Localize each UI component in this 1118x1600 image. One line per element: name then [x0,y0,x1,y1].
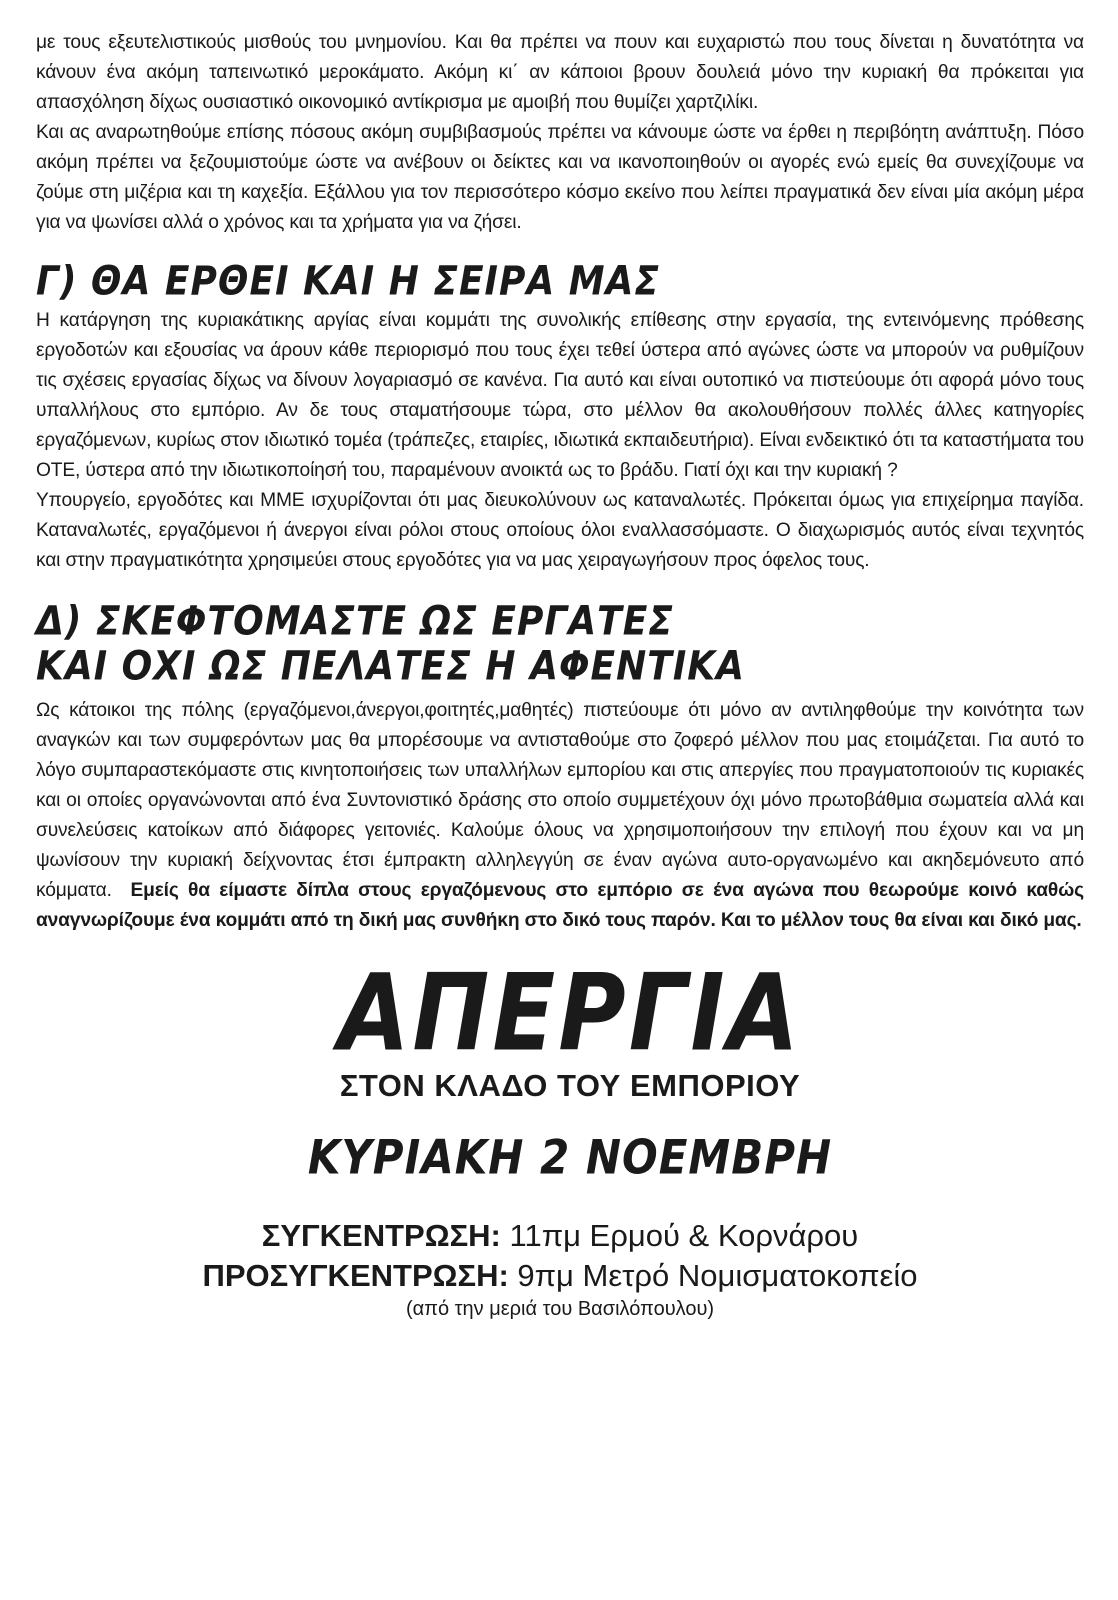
section-c-heading [36,260,1084,305]
meeting-line [36,1216,1084,1256]
premeeting-line [36,1256,1084,1296]
section-d-regular-text: Ως κάτοικοι της πόλης (εργαζόμενοι,άνεργοι,φοιτητές,μαθητές) πιστεύουμε ότι μόνο αν αντιληφθούμε την κοινότητα των αναγκών και των συμφερόντων μας θα μπορέσουμε να αντισταθούμε στο ζοφερό μέλλον που μας ετοιμάζεται. Για αυτό το λόγο συμπαραστεκόμαστε στις κινητοποιήσεις των υπαλλήλων εμπορίου και στις απεργίες που πραγματοποιούν τις κυριακές και οι οποίες οργανώνονται από ένα Συντονιστικό δράσης στο οποίο συμμετέχουν όχι μόνο πρωτοβάθμια σωματεία αλλά και συνελεύσεις κατοίκων από διάφορες γειτονιές. Καλούμε όλους να χρησιμοποιήσουν την επιλογή που έχουν και να μη ψωνίσουν την κυριακή δείχνοντας έτσι έμπρακτη αλληλεγγύη σε έναν αγώνα αυτο-οργανωμένο και ακηδεμόνευτο από κόμματα. [36,700,1084,901]
strike-title: ΑΠΕΡΓΙΑ [338,951,802,1075]
section-d-paragraph [36,696,1084,936]
section-d-heading-line-2: ΚΑΙ ΟΧΙ ΩΣ ΠΕΛΑΤΕΣ Η ΑΦΕΝΤΙΚΑ [36,643,745,690]
section-d-bold-text: Εμείς θα είμαστε δίπλα στους εργαζόμενους στο εμπόριο σε ένα αγώνα που θεωρούμε κοινό καθώς αναγνωρίζουμε ένα κομμάτι από τη δική μας συνθήκη στο δικό τους παρόν. Και το μέλλον τους θα είναι και δικό μας. [36,880,1084,931]
section-d-heading-line-1: Δ) ΣΚΕΦΤΟΜΑΣΤΕ ΩΣ ΕΡΓΑΤΕΣ [36,598,674,645]
meeting-value: 11πμ Ερμού & Κορνάρου [509,1218,859,1253]
intro-paragraph-2: Και ας αναρωτηθούμε επίσης πόσους ακόμη συμβιβασμούς πρέπει να κάνουμε ώστε να έρθει η περιβόητη ανάπτυξη. Πόσο ακόμη πρέπει να ξεζουμιστούμε ώστε να ανέβουν οι δείκτες και να ικανοποιηθούν οι αγορές ενώ εμείς θα συνεχίζουμε να ζούμε στη μιζέρια και τη καχεξία. Εξάλλου για τον περισσότερο κόσμο εκείνο που λείπει πραγματικά δεν είναι μία ακόμη μέρα για να ψωνίσει αλλά ο χρόνος και τα χρήματα για να ζήσει. [36,122,1084,233]
section-c-heading-text: Γ) ΘΑ ΕΡΘΕΙ ΚΑΙ Η ΣΕΙΡΑ ΜΑΣ [36,258,661,305]
intro-paragraph-1: με τους εξευτελιστικούς μισθούς του μνημονίου. Και θα πρέπει να πουν και ευχαριστώ που τους δίνεται η δυνατότητα να κάνουν ένα ακόμη ταπεινωτικό μεροκάματο. Ακόμη κι΄ αν κάποιοι βρουν δουλειά μόνο την κυριακή θα πρόκειται για απασχόληση δίχως ουσιαστικό οικονομικό αντίκρισμα με αμοιβή που θυμίζει χαρτζιλίκι. [36,32,1084,113]
section-c-paragraph-2: Υπουργείο, εργοδότες και ΜΜΕ ισχυρίζονται ότι μας διευκολύνουν ως καταναλωτές. Πρόκειται όμως για επιχείρημα παγίδα. Καταναλωτές, εργαζόμενοι ή άνεργοι είναι ρόλοι στους οποίους όλοι εναλλασσόμαστε. Ο διαχωρισμός αυτός είναι τεχνητός και στην πραγματικότητα χρησιμεύει στους εργοδότες για να μας χειραγωγήσουν προς όφελος τους. [36,490,1084,571]
section-d-heading [36,600,1084,690]
premeeting-value: 9πμ Μετρό Νομισματοκοπείο [517,1258,918,1293]
section-c-paragraph-1: Η κατάργηση της κυριακάτικης αργίας είναι κομμάτι της συνολικής επίθεσης στην εργασία, της εντεινόμενης πρόθεσης εργοδοτών και εξουσίας να άρουν κάθε περιορισμό που τους έχει τεθεί ύστερα από αγώνες ώστε να μπορούν να ρυθμίζουν τις σχέσεις εργασίας δίχως να δίνουν λογαριασμό σε κανένα. Για αυτό και είναι ουτοπικό να πιστεύουμε ότι αφορά μόνο τους υπαλλήλους στο εμπόριο. Αν δε τους σταματήσουμε τώρα, στο μέλλον θα ακολουθήσουν πολλές άλλες κατηγορίες εργαζόμενων, κυρίως στον ιδιωτικό τομέα (τράπεζες, εταιρίες, ιδιωτικά εκπαιδευτήρια). Είναι ενδεικτικό ότι τα καταστήματα του ΟΤΕ, ύστερα από την ιδιωτικοποίησή του, παραμένουν ανοικτά ως το βράδυ. Γιατί όχι και την κυριακή ? [36,310,1084,481]
premeeting-label: ΠΡΟΣΥΓΚΕΝΤΡΩΣΗ: [202,1258,509,1293]
strike-date: ΚΥΡΙΑΚΗ 2 ΝΟΕΜΒΡΗ [307,1130,833,1185]
meeting-label: ΣΥΓΚΕΝΤΡΩΣΗ: [261,1218,501,1253]
strike-subtitle: ΣΤΟΝ ΚΛΑΔΟ ΤΟΥ ΕΜΠΟΡΙΟΥ [339,1068,801,1103]
premeeting-note: (από την μεριά του Βασιλόπουλου) [405,1298,715,1320]
strike-announcement [36,951,1084,1322]
